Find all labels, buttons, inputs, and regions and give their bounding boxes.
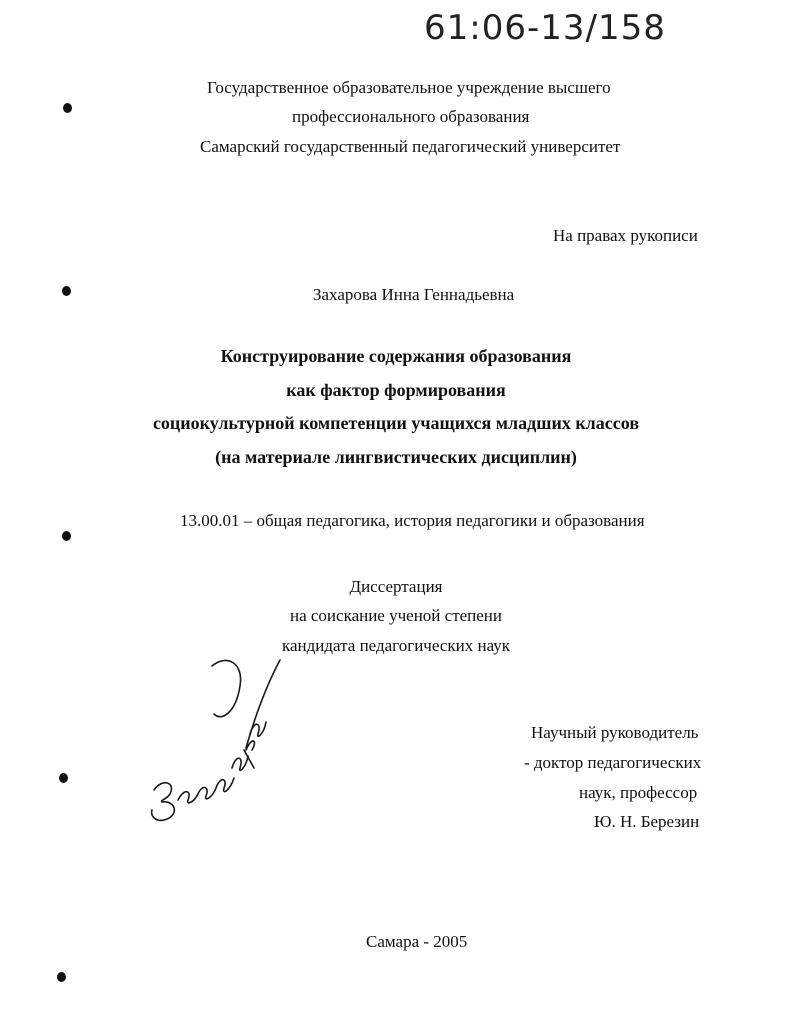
supervisor-name: Ю. Н. Березин <box>594 812 700 831</box>
author-name: Захарова Инна Геннадьевна <box>313 285 515 304</box>
title-line-3: социокультурной компетенции учащихся младших классов <box>152 413 640 433</box>
title-line-1: Конструирование содержания образования <box>220 346 572 366</box>
supervisor-line-1: Научный руководитель <box>531 723 699 742</box>
supervisor-line-2: - доктор педагогических <box>524 753 702 772</box>
margin-mark <box>57 972 66 982</box>
degree-line-2: на соискание ученой степени <box>289 606 503 625</box>
institution-line-1: Государственное образовательное учреждение высшего <box>207 78 611 97</box>
institution-line-2: профессионального образования <box>292 107 530 126</box>
institution-line-3: Самарский государственный педагогический университет <box>200 137 621 156</box>
archive-stamp: 61:06-13/158 <box>424 8 666 48</box>
supervisor-line-3: наук, профессор <box>579 783 698 802</box>
margin-mark <box>63 103 72 113</box>
degree-line-3: кандидата педагогических наук <box>281 636 511 655</box>
degree-line-1: Диссертация <box>349 577 443 596</box>
manuscript-note: На правах рукописи <box>553 226 698 245</box>
margin-mark <box>62 286 71 296</box>
margin-mark <box>62 531 71 541</box>
author-signature <box>140 650 290 825</box>
margin-mark <box>59 773 68 783</box>
title-line-4: (на материале лингвистических дисциплин) <box>215 447 577 467</box>
specialty-code: 13.00.01 – общая педагогика, история педагогики и образования <box>180 511 645 530</box>
title-line-2: как фактор формирования <box>286 380 506 400</box>
city-year: Самара - 2005 <box>366 932 468 951</box>
